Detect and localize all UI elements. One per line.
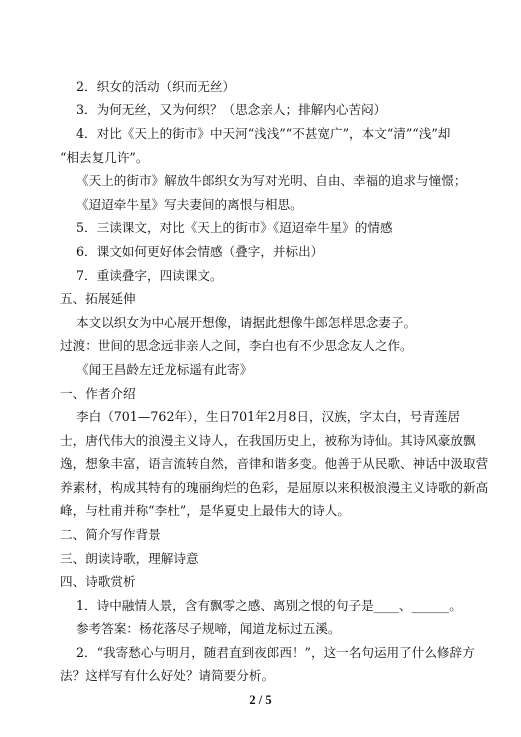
poem-title: 《闻王昌龄左迁龙标遥有此寄》 [76,362,253,377]
text-line: 1．诗中融情人景，含有飘零之感、离别之恨的句子是____、______。 [76,598,462,613]
section-heading: 三、朗读诗歌，理解诗意 [60,551,199,566]
text-line: 李白（701—762年），生日701年2月8日，汉族，字太白，号青莲居 [76,409,461,424]
text-line: “相去复几许”。 [60,150,149,165]
text-line: 过渡：世间的思念远非亲人之间，李白也有不少思念友人之作。 [60,338,413,353]
text-line: 养素材，构成其特有的瑰丽绚烂的色彩，是屈原以来积极浪漫主义诗歌的新高 [60,480,489,495]
text-line: 峰，与杜甫并称“李杜”，是华夏史上最伟大的诗人。 [60,503,350,518]
section-heading: 四、诗歌赏析 [60,574,136,589]
text-line: 《迢迢牵牛星》写夫妻间的离恨与相思。 [76,197,303,212]
text-line: 参考答案：杨花落尽子规啼，闻道龙标过五溪。 [76,621,341,636]
text-line: 法？这样写有什么好处？请简要分析。 [60,668,275,683]
text-line: 4．对比《天上的街市》中天河“浅浅”“不甚宽广”，本文“清”“浅”却 [76,126,451,141]
section-heading: 二、简介写作背景 [60,527,161,542]
section-heading: 一、作者介绍 [60,386,136,401]
text-line: 本文以织女为中心展开想像，请据此想像牛郎怎样思念妻子。 [76,315,417,330]
text-line: 7．重读叠字，四读课文。 [76,268,223,283]
text-line: 5．三读课文，对比《天上的街市》《迢迢牵牛星》的情感 [76,220,393,235]
text-line: 《天上的街市》解放牛郎织女为写对光明、自由、幸福的追求与憧憬； [76,173,467,188]
section-heading: 五、拓展延伸 [60,291,136,306]
text-line: 3．为何无丝，又为何织？（思念亲人；排解内心苦闷） [76,102,387,117]
text-line: 2．“我寄愁心与明月，随君直到夜郎西！”，这一名句运用了什么修辞方 [76,645,475,660]
text-line: 士，唐代伟大的浪漫主义诗人，在我国历史上，被称为诗仙。其诗风豪放飘 [60,433,476,448]
text-line: 6．课文如何更好体会情感（叠字，并标出） [76,244,324,259]
page-number: 2 / 5 [249,693,272,707]
text-line: 2．织女的活动（织而无丝） [76,79,236,94]
text-line: 逸，想象丰富，语言流转自然，音律和谐多变。他善于从民歌、神话中汲取营 [60,456,489,471]
